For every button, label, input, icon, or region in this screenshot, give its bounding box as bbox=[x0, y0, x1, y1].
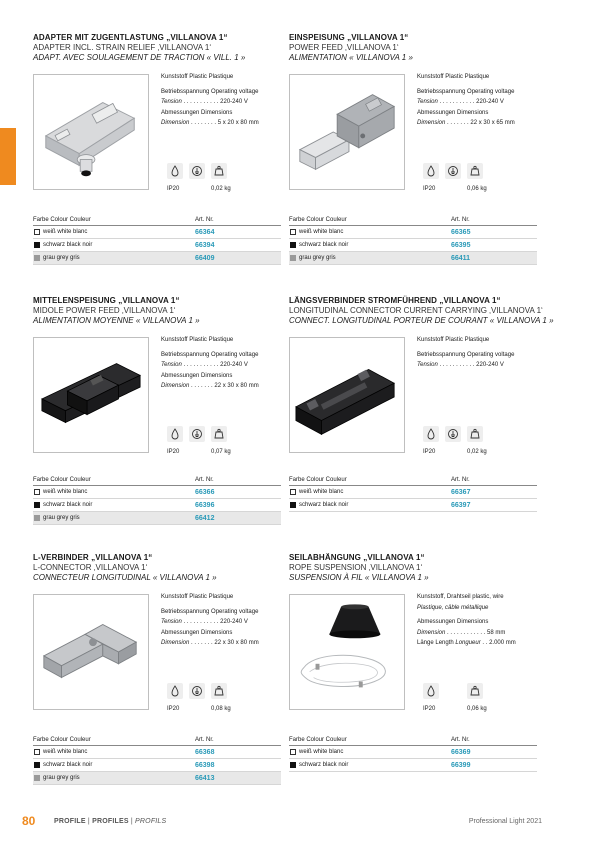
colour-header: Farbe Colour Couleur bbox=[33, 737, 91, 743]
white-swatch bbox=[34, 749, 40, 755]
weight-value: 0,08 kg bbox=[211, 706, 231, 712]
product-adapter-strain-relief bbox=[33, 33, 281, 278]
section-label: PROFILE | PROFILES | PROFILS bbox=[54, 818, 167, 825]
drop-ip-icon bbox=[167, 683, 183, 699]
grey-swatch bbox=[34, 775, 40, 781]
article-number: 66411 bbox=[451, 255, 471, 262]
variant-colour: grau grey gris bbox=[299, 255, 336, 261]
spec-block: Kunststoff, Drahtseil plastic, wire Plastique, câble métallique Abmessungen Dimensions Dimension . . . . . . . . . . . . 58 mm Länge Length Longueur . . 2.000 mm bbox=[417, 592, 542, 649]
variant-table bbox=[33, 735, 281, 785]
voltage-value: 220-240 V bbox=[220, 99, 248, 106]
dimension-label-fr: Dimension bbox=[417, 120, 446, 127]
product-image bbox=[289, 594, 405, 710]
table-row bbox=[289, 252, 537, 265]
voltage-value: 220-240 V bbox=[476, 362, 504, 369]
table-row bbox=[33, 759, 281, 772]
weight-icon bbox=[467, 426, 483, 442]
article-number: 66368 bbox=[195, 749, 215, 756]
weight-icon bbox=[211, 426, 227, 442]
grey-swatch bbox=[34, 515, 40, 521]
art-header: Art. Nr. bbox=[195, 737, 214, 743]
protection-class-icon bbox=[445, 163, 461, 179]
table-row bbox=[33, 486, 281, 499]
dimension-label-fr: Dimension bbox=[161, 120, 190, 127]
product-title-de: SEILABHÄNGUNG „VILLANOVA 1“ bbox=[289, 553, 425, 562]
colour-header: Farbe Colour Couleur bbox=[289, 477, 347, 483]
table-row bbox=[289, 239, 537, 252]
product-longitudinal-connector bbox=[289, 296, 554, 541]
dimension-label: Abmessungen Dimensions bbox=[417, 109, 489, 116]
table-row bbox=[33, 226, 281, 239]
spec-block: Kunststoff Plastic Plastique Betriebsspannung Operating voltage Tension . . . . . . . . . . . 220-240 V Abmessungen Dimensions Dimension . . . . . . . 22 x 30 x 80 mm bbox=[161, 335, 286, 392]
voltage-value: 220-240 V bbox=[220, 362, 248, 369]
voltage-value: 220-240 V bbox=[220, 619, 248, 626]
article-number: 66364 bbox=[195, 229, 215, 236]
dimension-label: Abmessungen Dimensions bbox=[161, 629, 233, 636]
variant-colour: grau grey gris bbox=[43, 775, 80, 781]
voltage-label-fr: Tension bbox=[161, 362, 182, 369]
product-title-de: L-VERBINDER „VILLANOVA 1“ bbox=[33, 553, 153, 562]
table-header bbox=[289, 735, 537, 746]
variant-colour: schwarz black noir bbox=[43, 502, 93, 508]
product-image bbox=[289, 74, 405, 190]
white-swatch bbox=[290, 229, 296, 235]
product-title-en: POWER FEED ‚VILLANOVA 1‘ bbox=[289, 43, 399, 52]
rating-icons bbox=[167, 426, 231, 454]
section-label-en: PROFILES bbox=[92, 818, 129, 825]
black-swatch bbox=[290, 242, 296, 248]
dimension-value: 22 x 30 x 80 mm bbox=[214, 640, 259, 647]
protection-class-icon bbox=[189, 163, 205, 179]
article-number: 66397 bbox=[451, 502, 471, 509]
table-header bbox=[33, 735, 281, 746]
art-header: Art. Nr. bbox=[451, 477, 470, 483]
colour-header: Farbe Colour Couleur bbox=[289, 217, 347, 223]
ip-rating: IP20 bbox=[167, 449, 180, 455]
weight-value: 0,07 kg bbox=[211, 449, 231, 455]
dimension-label-fr: Dimension bbox=[161, 640, 190, 647]
voltage-label: Betriebsspannung Operating voltage bbox=[417, 88, 515, 95]
weight-icon bbox=[211, 683, 227, 699]
voltage-label: Betriebsspannung Operating voltage bbox=[161, 88, 259, 95]
variant-table bbox=[33, 215, 281, 265]
product-image bbox=[33, 594, 149, 710]
product-title-en: MIDOLE POWER FEED ‚VILLANOVA 1‘ bbox=[33, 306, 176, 315]
variant-colour: weiß white blanc bbox=[299, 229, 344, 235]
variant-colour: weiß white blanc bbox=[299, 489, 344, 495]
article-number: 66367 bbox=[451, 489, 471, 496]
spec-block: Kunststoff Plastic Plastique Betriebsspannung Operating voltage Tension . . . . . . . . . . . 220-240 V Abmessungen Dimensions Dimension . . . . . . . 22 x 30 x 80 mm bbox=[161, 592, 286, 649]
product-title-fr: SUSPENSION À FIL « VILLANOVA 1 » bbox=[289, 573, 429, 582]
product-l-connector bbox=[33, 553, 281, 798]
dimension-label-fr: Dimension bbox=[161, 383, 190, 390]
article-number: 66366 bbox=[195, 489, 215, 496]
art-header: Art. Nr. bbox=[451, 737, 470, 743]
material-text: Kunststoff, Drahtseil plastic, wire bbox=[417, 594, 504, 600]
weight-value: 0,02 kg bbox=[467, 449, 487, 455]
variant-colour: schwarz black noir bbox=[299, 762, 349, 768]
voltage-label-fr: Tension bbox=[417, 99, 438, 106]
product-title-de: MITTELENSPEISUNG „VILLANOVA 1“ bbox=[33, 296, 180, 305]
weight-value: 0,02 kg bbox=[211, 186, 231, 192]
product-middle-power-feed bbox=[33, 296, 281, 541]
white-swatch bbox=[34, 229, 40, 235]
material-text: Kunststoff Plastic Plastique bbox=[161, 594, 234, 600]
black-swatch bbox=[34, 762, 40, 768]
article-number: 66399 bbox=[451, 762, 471, 769]
product-title-en: L-CONNECTOR ‚VILLANOVA 1‘ bbox=[33, 563, 148, 572]
length-label: Länge Length bbox=[417, 640, 454, 647]
protection-class-icon bbox=[189, 426, 205, 442]
article-number: 66395 bbox=[451, 242, 471, 249]
product-title-de: EINSPEISUNG „VILLANOVA 1“ bbox=[289, 33, 409, 42]
page-number: 80 bbox=[22, 814, 36, 828]
drop-ip-icon bbox=[167, 426, 183, 442]
weight-value: 0,06 kg bbox=[467, 706, 487, 712]
variant-colour: weiß white blanc bbox=[43, 489, 88, 495]
voltage-label: Betriebsspannung Operating voltage bbox=[417, 351, 515, 358]
table-header bbox=[33, 215, 281, 226]
table-row bbox=[289, 226, 537, 239]
variant-colour: schwarz black noir bbox=[299, 502, 349, 508]
dimension-label: Abmessungen Dimensions bbox=[161, 109, 233, 116]
white-swatch bbox=[290, 489, 296, 495]
product-power-feed bbox=[289, 33, 537, 278]
table-row bbox=[33, 239, 281, 252]
length-value: 2.000 mm bbox=[489, 640, 516, 647]
dimension-label: Abmessungen Dimensions bbox=[417, 619, 489, 626]
black-swatch bbox=[34, 242, 40, 248]
ip-rating: IP20 bbox=[423, 186, 436, 192]
dimension-value: 22 x 30 x 65 mm bbox=[470, 120, 515, 127]
page-footer bbox=[0, 812, 600, 832]
dimension-label-fr: Dimension bbox=[417, 629, 446, 636]
product-title-fr: ADAPT. AVEC SOULAGEMENT DE TRACTION « VILL. 1 » bbox=[33, 53, 246, 62]
length-label-fr: Longueur bbox=[455, 640, 481, 647]
article-number: 66369 bbox=[451, 749, 471, 756]
product-title-de: LÄNGSVERBINDER STROMFÜHREND „VILLANOVA 1“ bbox=[289, 296, 501, 305]
dimension-value: 5 x 20 x 80 mm bbox=[217, 120, 259, 127]
protection-class-icon bbox=[445, 426, 461, 442]
article-number: 66398 bbox=[195, 762, 215, 769]
variant-table bbox=[289, 215, 537, 265]
variant-colour: schwarz black noir bbox=[43, 242, 93, 248]
section-tab-marker bbox=[0, 128, 16, 185]
voltage-label-fr: Tension bbox=[161, 619, 182, 626]
weight-icon bbox=[467, 683, 483, 699]
voltage-label-fr: Tension bbox=[417, 362, 438, 369]
colour-header: Farbe Colour Couleur bbox=[33, 217, 91, 223]
article-number: 66409 bbox=[195, 255, 215, 262]
table-row bbox=[33, 499, 281, 512]
art-header: Art. Nr. bbox=[451, 217, 470, 223]
variant-colour: weiß white blanc bbox=[299, 749, 344, 755]
table-row bbox=[33, 252, 281, 265]
product-image bbox=[289, 337, 405, 453]
black-swatch bbox=[290, 502, 296, 508]
weight-value: 0,06 kg bbox=[467, 186, 487, 192]
variant-colour: schwarz black noir bbox=[43, 762, 93, 768]
spec-block: Kunststoff Plastic Plastique Betriebsspannung Operating voltage Tension . . . . . . . . . . . 220-240 V Abmessungen Dimensions Dimension . . . . . . . 22 x 30 x 65 mm bbox=[417, 72, 542, 129]
rating-icons bbox=[167, 683, 231, 711]
colour-header: Farbe Colour Couleur bbox=[33, 477, 91, 483]
drop-ip-icon bbox=[423, 683, 439, 699]
drop-ip-icon bbox=[423, 426, 439, 442]
rating-icons bbox=[423, 163, 487, 191]
spec-block: Kunststoff Plastic Plastique Betriebsspannung Operating voltage Tension . . . . . . . . . . . 220-240 V Abmessungen Dimensions Dimension . . . . . . . . 5 x 20 x 80 mm bbox=[161, 72, 286, 129]
material-text-fr: Plastique, câble métallique bbox=[417, 604, 489, 611]
ip-rating: IP20 bbox=[167, 706, 180, 712]
product-title-de: ADAPTER MIT ZUGENTLASTUNG „VILLANOVA 1“ bbox=[33, 33, 228, 42]
variant-table bbox=[33, 475, 281, 525]
ip-rating: IP20 bbox=[423, 706, 436, 712]
grey-swatch bbox=[34, 255, 40, 261]
product-title-fr: ALIMENTATION « VILLANOVA 1 » bbox=[289, 53, 413, 62]
drop-ip-icon bbox=[167, 163, 183, 179]
voltage-label-fr: Tension bbox=[161, 99, 182, 106]
table-row bbox=[289, 499, 537, 512]
black-swatch bbox=[290, 762, 296, 768]
weight-icon bbox=[467, 163, 483, 179]
variant-colour: weiß white blanc bbox=[43, 749, 88, 755]
product-image bbox=[33, 337, 149, 453]
white-swatch bbox=[34, 489, 40, 495]
product-title-fr: CONNECTEUR LONGITUDINAL « VILLANOVA 1 » bbox=[33, 573, 217, 582]
variant-colour: weiß white blanc bbox=[43, 229, 88, 235]
voltage-label: Betriebsspannung Operating voltage bbox=[161, 608, 259, 615]
table-header bbox=[289, 215, 537, 226]
table-row bbox=[289, 759, 537, 772]
product-image bbox=[33, 74, 149, 190]
product-title-fr: ALIMENTATION MOYENNE « VILLANOVA 1 » bbox=[33, 316, 200, 325]
table-header bbox=[289, 475, 537, 486]
section-label-fr: PROFILS bbox=[135, 818, 167, 825]
art-header: Art. Nr. bbox=[195, 217, 214, 223]
catalog-brand: Professional Light 2021 bbox=[468, 818, 542, 825]
material-text: Kunststoff Plastic Plastique bbox=[161, 337, 234, 343]
table-row bbox=[33, 772, 281, 785]
product-rope-suspension bbox=[289, 553, 537, 798]
grey-swatch bbox=[290, 255, 296, 261]
material-text: Kunststoff Plastic Plastique bbox=[417, 337, 490, 343]
black-swatch bbox=[34, 502, 40, 508]
voltage-label: Betriebsspannung Operating voltage bbox=[161, 351, 259, 358]
article-number: 66394 bbox=[195, 242, 215, 249]
protection-class-icon bbox=[189, 683, 205, 699]
colour-header: Farbe Colour Couleur bbox=[289, 737, 347, 743]
variant-table bbox=[289, 475, 537, 512]
article-number: 66413 bbox=[195, 775, 215, 782]
variant-colour: grau grey gris bbox=[43, 255, 80, 261]
article-number: 66365 bbox=[451, 229, 471, 236]
variant-table bbox=[289, 735, 537, 772]
rating-icons bbox=[423, 683, 487, 711]
section-label-de: PROFILE bbox=[54, 818, 86, 825]
product-title-en: ROPE SUSPENSION ‚VILLANOVA 1‘ bbox=[289, 563, 423, 572]
table-header bbox=[33, 475, 281, 486]
white-swatch bbox=[290, 749, 296, 755]
product-title-fr: CONNECT. LONGITUDINAL PORTEUR DE COURANT « VILLANOVA 1 » bbox=[289, 316, 554, 325]
article-number: 66412 bbox=[195, 515, 215, 522]
spec-block: Kunststoff Plastic Plastique Betriebsspannung Operating voltage Tension . . . . . . . . . . . 220-240 V bbox=[417, 335, 542, 371]
material-text: Kunststoff Plastic Plastique bbox=[417, 74, 490, 80]
ip-rating: IP20 bbox=[167, 186, 180, 192]
variant-colour: grau grey gris bbox=[43, 515, 80, 521]
dimension-value: 58 mm bbox=[487, 629, 506, 636]
variant-colour: schwarz black noir bbox=[299, 242, 349, 248]
table-row bbox=[33, 746, 281, 759]
dimension-value: 22 x 30 x 80 mm bbox=[214, 383, 259, 390]
weight-icon bbox=[211, 163, 227, 179]
voltage-value: 220-240 V bbox=[476, 99, 504, 106]
table-row bbox=[289, 486, 537, 499]
table-row bbox=[289, 746, 537, 759]
table-row bbox=[33, 512, 281, 525]
rating-icons bbox=[423, 426, 487, 454]
art-header: Art. Nr. bbox=[195, 477, 214, 483]
rating-icons bbox=[167, 163, 231, 191]
ip-rating: IP20 bbox=[423, 449, 436, 455]
article-number: 66396 bbox=[195, 502, 215, 509]
material-text: Kunststoff Plastic Plastique bbox=[161, 74, 234, 80]
product-title-en: LONGITUDINAL CONNECTOR CURRENT CARRYING ‚VILLANOVA 1‘ bbox=[289, 306, 543, 315]
product-title-en: ADAPTER INCL. STRAIN RELIEF ‚VILLANOVA 1‘ bbox=[33, 43, 212, 52]
dimension-label: Abmessungen Dimensions bbox=[161, 372, 233, 379]
drop-ip-icon bbox=[423, 163, 439, 179]
